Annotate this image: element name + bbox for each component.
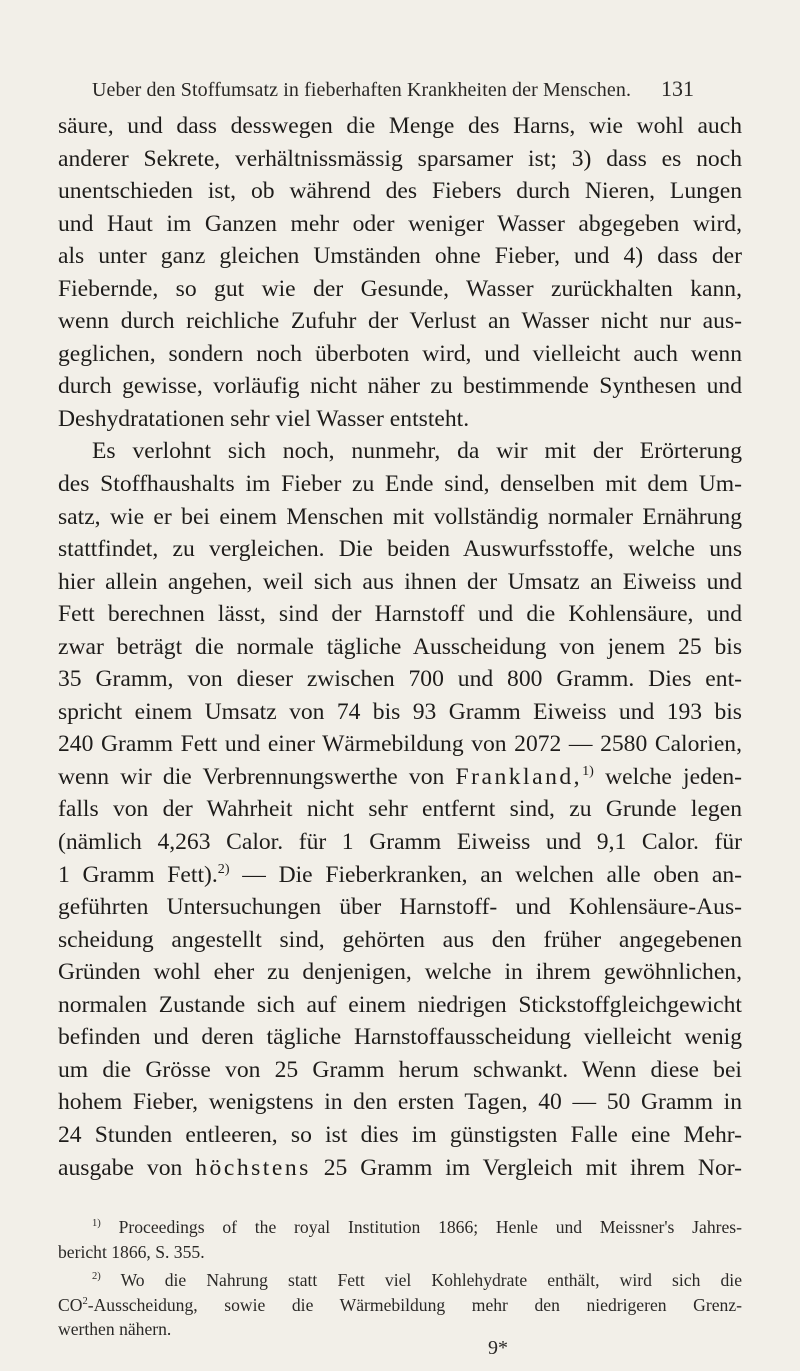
- text-line: hier allein angehen, weil sich aus ihnen der Umsatz an Eiweiss und: [58, 568, 742, 595]
- text-line: 240 Gramm Fett und einer Wärmebildung von 2072 — 2580 Calorien,: [58, 731, 742, 758]
- footnote-ref: 1): [582, 763, 594, 780]
- text-line: als unter ganz gleichen Umständen ohne Fieber, und 4) dass der: [58, 243, 742, 270]
- footnote-ref: 2): [217, 860, 230, 877]
- text-line: spricht einem Umsatz von 74 bis 93 Gramm Eiweiss und 193 bis: [58, 698, 742, 725]
- text-fragment: ausgabe von: [58, 1154, 183, 1181]
- footnotes: [58, 1215, 742, 1342]
- text-line: stattfindet, zu vergleichen. Die beiden Auswurfsstoffe, welche uns: [58, 536, 742, 563]
- running-title: Ueber den Stoffumsatz in fieberhaften Krankheiten der Menschen.: [92, 79, 632, 101]
- text-line: Fett berechnen lässt, sind der Harnstoff und die Kohlensäure, und: [58, 601, 742, 628]
- text-line: geführten Untersuchungen über Harnstoff- und Kohlensäure-Aus-: [58, 894, 742, 921]
- emphasized-word: höchstens: [195, 1154, 311, 1181]
- text-line: Gründen wohl eher zu denjenigen, welche in ihrem gewöhnlichen,: [58, 959, 742, 986]
- footnote-marker: 1): [92, 1218, 101, 1230]
- text-fragment: welche jeden-: [605, 763, 742, 790]
- page-header: [92, 76, 694, 102]
- text-line: hohem Fieber, wenigstens in den ersten Tagen, 40 — 50 Gramm in: [58, 1089, 742, 1116]
- text-fragment: wenn wir die Verbrennungswerthe von: [58, 763, 445, 790]
- text-line: um die Grösse von 25 Gramm herum schwankt. Wenn diese bei: [58, 1056, 742, 1083]
- author-name: Frankland,: [455, 763, 583, 790]
- text-line: (nämlich 4,263 Calor. für 1 Gramm Eiweiss und 9,1 Calor. für: [58, 829, 742, 856]
- footnote-1: [58, 1215, 742, 1240]
- text-line: normalen Zustande sich auf einem niedrigen Stickstoffgleichgewicht: [58, 991, 742, 1018]
- footnote-1-cont: bericht 1866, S. 355.: [58, 1241, 205, 1262]
- text-fragment: 25 Gramm im Vergleich mit ihrem Nor-: [323, 1154, 742, 1181]
- text-line: geglichen, sondern noch überboten wird, und vielleicht auch wenn: [58, 340, 742, 367]
- text-line: des Stoffhaushalts im Fieber zu Ende sind, denselben mit dem Um-: [58, 471, 742, 498]
- text-line: 24 Stunden entleeren, so ist dies im günstigsten Falle eine Mehr-: [58, 1121, 742, 1148]
- signature-mark: 9*: [488, 1337, 508, 1359]
- text-fragment: — Die Fieberkranken, an welchen alle oben an-: [242, 861, 743, 888]
- footnote-text: Proceedings of the royal Institution 1866; Henle und Meissner's Jahres-: [118, 1217, 742, 1237]
- text-line: säure, und dass desswegen die Menge des Harns, wie wohl auch: [58, 113, 742, 139]
- footnote-2-end: werthen nähern.: [58, 1319, 172, 1340]
- footnote-text: -Ausscheidung, sowie die Wärmebildung mehr den niedrigeren Grenz-: [87, 1294, 742, 1315]
- text-line-with-emphasis: [58, 1152, 742, 1185]
- text-line: zwar beträgt die normale tägliche Ausscheidung von jenem 25 bis: [58, 633, 742, 660]
- text-line: unentschieden ist, ob während des Fiebers durch Nieren, Lungen: [58, 178, 742, 205]
- text-line: durch gewisse, vorläufig nicht näher zu bestimmende Synthesen und: [58, 373, 742, 400]
- text-line: 35 Gramm, von dieser zwischen 700 und 800 Gramm. Dies ent-: [58, 666, 742, 693]
- text-line: Fiebernde, so gut wie der Gesunde, Wasser zurückhalten kann,: [58, 275, 742, 302]
- text-line: scheidung angestellt sind, gehörten aus den früher angegebenen: [58, 926, 742, 953]
- text-line: Deshydratationen sehr viel Wasser entsteht.: [58, 405, 470, 432]
- page-number: 131: [661, 76, 694, 101]
- footnote-2-cont: [58, 1293, 742, 1318]
- text-line: wenn durch reichliche Zufuhr der Verlust an Wasser nicht nur aus-: [58, 308, 742, 335]
- text-line-with-citation: [58, 761, 742, 794]
- text-fragment: 1 Gramm Fett).: [58, 861, 218, 888]
- text-line-with-citation: [58, 859, 742, 892]
- footnote-marker: 2): [92, 1271, 101, 1283]
- paragraph-start-line: Es verlohnt sich noch, nunmehr, da wir mit der Erörterung: [92, 438, 742, 465]
- text-line: und Haut im Ganzen mehr oder weniger Wasser abgegeben wird,: [58, 210, 742, 237]
- text-line: falls von der Wahrheit nicht sehr entfernt sind, zu Grunde legen: [58, 796, 742, 823]
- footnote-text: Wo die Nahrung statt Fett viel Kohlehydrate enthält, wird sich die: [120, 1270, 742, 1291]
- text-line: satz, wie er bei einem Menschen mit vollständig normaler Ernährung: [58, 503, 742, 530]
- main-text: [58, 110, 742, 1184]
- formula-subscript: 2: [82, 1295, 88, 1307]
- text-line: anderer Sekrete, verhältnissmässig sparsamer ist; 3) dass es noch: [58, 145, 742, 172]
- text-line: befinden und deren tägliche Harnstoffausscheidung vielleicht wenig: [58, 1024, 742, 1051]
- chemical-formula: CO: [58, 1294, 83, 1315]
- footnote-2: [58, 1268, 742, 1293]
